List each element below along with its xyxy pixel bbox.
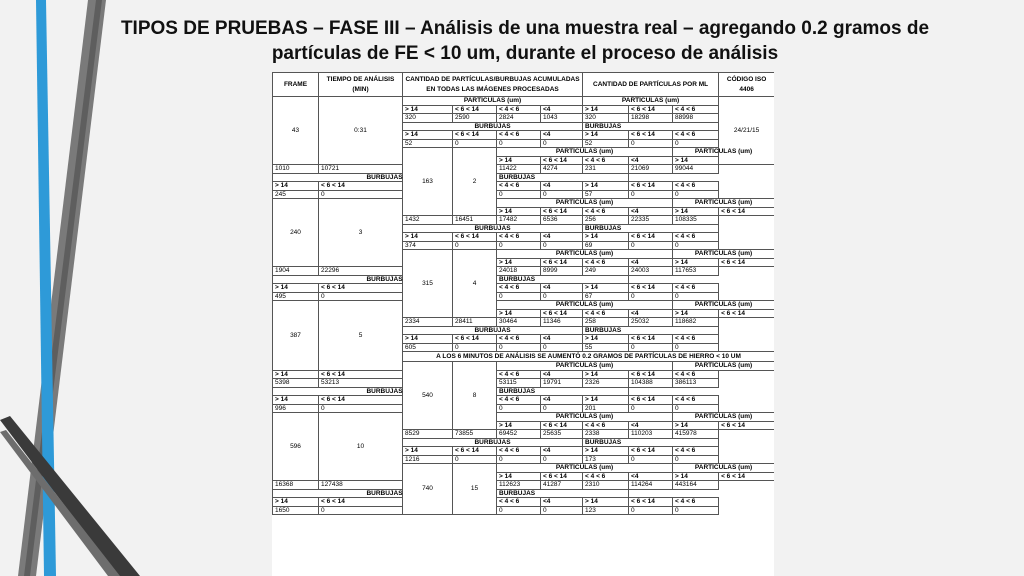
particle-ml-value: 2310: [583, 481, 629, 490]
size-label-acum: < 4 < 6: [497, 335, 541, 344]
bubble-ml-value: 69: [583, 241, 629, 250]
size-label-ml: < 4 < 6: [673, 105, 719, 114]
particle-ml-value: 258: [583, 318, 629, 327]
size-label-acum: < 4 < 6: [497, 233, 541, 242]
bubble-ml-value: 201: [583, 404, 629, 413]
size-label-acum: < 6 < 14: [453, 105, 497, 114]
particle-acum-value: 30464: [497, 318, 541, 327]
results-table: [272, 72, 774, 515]
size-label-acum: < 4 < 6: [583, 258, 629, 267]
frame-cell: 596: [273, 413, 319, 481]
size-label-ml: < 6 < 14: [629, 284, 673, 293]
size-label-ml: > 14: [583, 131, 629, 140]
bubble-acum-value: 0: [453, 455, 497, 464]
time-cell: 3: [319, 199, 403, 267]
size-label-ml: < 6 < 14: [719, 421, 774, 430]
bubble-ml-value: 67: [583, 292, 629, 301]
size-label-acum: < 6 < 14: [453, 447, 497, 456]
burbujas-label-acum: BURBUJAS: [273, 173, 497, 182]
size-label-acum: > 14: [497, 207, 541, 216]
header-tiempo: TIEMPO DE ANÁLISIS (MIN): [319, 73, 403, 97]
size-label-acum: > 14: [273, 370, 319, 379]
time-cell: 8: [453, 362, 497, 430]
size-label-acum: <4: [629, 156, 673, 165]
size-label-ml: < 6 < 14: [629, 182, 673, 191]
table-row: [273, 199, 775, 208]
particle-ml-value: 443164: [673, 481, 719, 490]
size-label-acum: < 6 < 14: [541, 156, 583, 165]
burbujas-label-acum: BURBUJAS: [273, 275, 497, 284]
size-label-acum: <4: [541, 335, 583, 344]
bubble-acum-value: 0: [541, 506, 583, 515]
particle-acum-value: 22296: [319, 267, 403, 276]
time-cell: 2: [453, 148, 497, 216]
iso-code-cell: 24/21/15: [719, 97, 774, 165]
bubble-acum-value: 0: [541, 190, 583, 199]
time-cell: 10: [319, 413, 403, 481]
particle-acum-value: 4274: [541, 165, 583, 174]
particle-ml-value: 24003: [629, 267, 673, 276]
burbujas-label-acum: BURBUJAS: [273, 387, 497, 396]
particle-ml-value: 231: [583, 165, 629, 174]
particulas-label-acum: PARTÍCULAS (um): [497, 362, 673, 371]
bubble-acum-value: 605: [403, 343, 453, 352]
table-row: [273, 97, 775, 106]
size-label-acum: < 4 < 6: [583, 156, 629, 165]
size-label-acum: > 14: [403, 233, 453, 242]
frame-cell: 43: [273, 97, 319, 165]
particle-acum-value: 8999: [541, 267, 583, 276]
size-label-acum: <4: [541, 370, 583, 379]
size-label-ml: > 14: [583, 396, 629, 405]
bubble-acum-value: 0: [541, 404, 583, 413]
particle-acum-value: 1904: [273, 267, 319, 276]
size-label-ml: < 6 < 14: [719, 258, 774, 267]
particle-acum-value: 127438: [319, 481, 403, 490]
time-cell: 15: [453, 464, 497, 515]
size-label-acum: > 14: [273, 284, 319, 293]
size-label-ml: < 6 < 14: [629, 335, 673, 344]
bubble-acum-value: 1216: [403, 455, 453, 464]
particle-acum-value: 24018: [497, 267, 541, 276]
bubble-ml-value: 0: [629, 190, 673, 199]
size-label-ml: < 6 < 14: [719, 207, 774, 216]
particle-acum-value: 69452: [497, 430, 541, 439]
size-label-acum: <4: [629, 309, 673, 318]
size-label-ml: < 6 < 14: [629, 105, 673, 114]
table-row: [273, 182, 775, 191]
size-label-acum: < 6 < 14: [541, 472, 583, 481]
size-label-acum: > 14: [497, 309, 541, 318]
size-label-ml: < 4 < 6: [673, 498, 719, 507]
size-label-ml: < 6 < 14: [719, 309, 774, 318]
bubble-acum-value: 0: [497, 292, 541, 301]
size-label-ml: < 4 < 6: [673, 131, 719, 140]
table-row: [273, 370, 775, 379]
size-label-acum: > 14: [497, 472, 541, 481]
table-row: [273, 489, 775, 498]
size-label-acum: < 4 < 6: [497, 447, 541, 456]
table-row: [273, 481, 775, 490]
size-label-acum: < 6 < 14: [541, 207, 583, 216]
size-label-ml: < 6 < 14: [629, 370, 673, 379]
particle-acum-value: 17482: [497, 216, 541, 225]
size-label-acum: <4: [541, 233, 583, 242]
size-label-acum: <4: [541, 498, 583, 507]
particle-ml-value: 108335: [673, 216, 719, 225]
size-label-acum: < 4 < 6: [497, 131, 541, 140]
frame-cell: 240: [273, 199, 319, 267]
size-label-ml: < 4 < 6: [673, 396, 719, 405]
particle-ml-value: 386113: [673, 379, 719, 388]
size-label-acum: < 4 < 6: [497, 182, 541, 191]
size-label-ml: > 14: [583, 498, 629, 507]
size-label-acum: < 6 < 14: [453, 233, 497, 242]
size-label-acum: <4: [541, 131, 583, 140]
bubble-acum-value: 0: [497, 404, 541, 413]
size-label-acum: < 4 < 6: [497, 498, 541, 507]
particle-ml-value: 2338: [583, 430, 629, 439]
bubble-ml-value: 0: [629, 343, 673, 352]
size-label-acum: < 6 < 14: [319, 498, 403, 507]
bubble-ml-value: 0: [673, 455, 719, 464]
burbujas-label-acum: BURBUJAS: [403, 122, 583, 131]
particle-ml-value: 21069: [629, 165, 673, 174]
particle-acum-value: 8529: [403, 430, 453, 439]
particulas-label-ml: PARTÍCULAS (um): [673, 413, 774, 422]
particle-acum-value: 5398: [273, 379, 319, 388]
bubble-acum-value: 0: [319, 506, 403, 515]
particle-ml-value: 320: [583, 114, 629, 123]
bubble-acum-value: 1650: [273, 506, 319, 515]
results-body: [273, 97, 775, 515]
bubble-acum-value: 495: [273, 292, 319, 301]
burbujas-label-ml: BURBUJAS: [583, 438, 719, 447]
bubble-ml-value: 0: [629, 455, 673, 464]
size-label-acum: < 6 < 14: [319, 370, 403, 379]
size-label-ml: < 6 < 14: [629, 233, 673, 242]
size-label-acum: < 4 < 6: [497, 396, 541, 405]
table-row: [273, 301, 775, 310]
size-label-ml: > 14: [583, 370, 629, 379]
particulas-label-acum: PARTÍCULAS (um): [497, 199, 673, 208]
particulas-label-acum: PARTÍCULAS (um): [403, 97, 583, 106]
bubble-acum-value: 0: [453, 343, 497, 352]
table-row: [273, 404, 775, 413]
burbujas-label-ml: BURBUJAS: [497, 275, 629, 284]
size-label-ml: > 14: [583, 447, 629, 456]
size-label-ml: > 14: [583, 233, 629, 242]
size-label-acum: <4: [541, 284, 583, 293]
particulas-label-ml: PARTÍCULAS (um): [673, 250, 774, 259]
size-label-ml: < 6 < 14: [629, 396, 673, 405]
table-row: [273, 165, 775, 174]
burbujas-label-acum: BURBUJAS: [403, 224, 583, 233]
bubble-ml-value: 0: [629, 241, 673, 250]
particle-ml-value: 114264: [629, 481, 673, 490]
header-frame: FRAME: [273, 73, 319, 97]
size-label-ml: > 14: [673, 421, 719, 430]
size-label-acum: < 4 < 6: [497, 284, 541, 293]
size-label-acum: < 4 < 6: [583, 207, 629, 216]
particle-acum-value: 19791: [541, 379, 583, 388]
size-label-acum: > 14: [403, 447, 453, 456]
frame-cell: 740: [403, 464, 453, 515]
size-label-acum: < 6 < 14: [453, 131, 497, 140]
table-row: [273, 506, 775, 515]
particle-ml-value: 104388: [629, 379, 673, 388]
size-label-ml: < 6 < 14: [629, 131, 673, 140]
particle-acum-value: 2334: [403, 318, 453, 327]
bubble-acum-value: 0: [497, 190, 541, 199]
particulas-label-acum: PARTÍCULAS (um): [497, 301, 673, 310]
burbujas-label-ml: BURBUJAS: [583, 224, 719, 233]
size-label-ml: < 6 < 14: [629, 498, 673, 507]
bubble-ml-value: 0: [673, 506, 719, 515]
size-label-acum: < 4 < 6: [583, 472, 629, 481]
bubble-acum-value: 0: [497, 506, 541, 515]
frame-cell: 387: [273, 301, 319, 371]
table-row: [273, 413, 775, 422]
size-label-acum: < 4 < 6: [583, 421, 629, 430]
size-label-acum: < 4 < 6: [497, 105, 541, 114]
time-cell: 0:31: [319, 97, 403, 165]
particle-acum-value: 28411: [453, 318, 497, 327]
bubble-acum-value: 0: [541, 292, 583, 301]
size-label-acum: <4: [541, 396, 583, 405]
size-label-ml: > 14: [583, 335, 629, 344]
particulas-label-ml: PARTÍCULAS (um): [583, 97, 719, 106]
size-label-acum: <4: [629, 258, 673, 267]
burbujas-label-ml: BURBUJAS: [583, 326, 719, 335]
particle-acum-value: 41287: [541, 481, 583, 490]
bubble-acum-value: 996: [273, 404, 319, 413]
table-row: [273, 292, 775, 301]
bubble-ml-value: 123: [583, 506, 629, 515]
bubble-acum-value: 0: [541, 139, 583, 148]
particle-acum-value: 16451: [453, 216, 497, 225]
table-row: [273, 284, 775, 293]
bubble-ml-value: 55: [583, 343, 629, 352]
particle-acum-value: 53115: [497, 379, 541, 388]
particulas-label-ml: PARTÍCULAS (um): [673, 199, 774, 208]
particulas-label-ml: PARTÍCULAS (um): [673, 464, 774, 473]
bubble-acum-value: 374: [403, 241, 453, 250]
size-label-acum: < 6 < 14: [319, 396, 403, 405]
size-label-ml: > 14: [673, 472, 719, 481]
bubble-ml-value: 0: [673, 139, 719, 148]
burbujas-label-ml: BURBUJAS: [497, 489, 629, 498]
size-label-acum: < 6 < 14: [453, 335, 497, 344]
bubble-acum-value: 0: [541, 241, 583, 250]
size-label-acum: <4: [541, 447, 583, 456]
size-label-acum: <4: [541, 182, 583, 191]
bubble-ml-value: 0: [673, 292, 719, 301]
size-label-acum: <4: [629, 207, 673, 216]
bubble-acum-value: 0: [453, 241, 497, 250]
particle-acum-value: 320: [403, 114, 453, 123]
particulas-label-acum: PARTÍCULAS (um): [497, 413, 673, 422]
time-cell: 5: [319, 301, 403, 371]
size-label-ml: < 6 < 14: [629, 447, 673, 456]
bubble-acum-value: 0: [319, 292, 403, 301]
bubble-acum-value: 0: [541, 343, 583, 352]
bubble-ml-value: 0: [673, 343, 719, 352]
bubble-ml-value: 0: [673, 241, 719, 250]
particle-ml-value: 18298: [629, 114, 673, 123]
size-label-acum: < 6 < 14: [541, 421, 583, 430]
bubble-ml-value: 0: [629, 506, 673, 515]
table-row: [273, 190, 775, 199]
table-row: [273, 267, 775, 276]
particle-acum-value: 2590: [453, 114, 497, 123]
bubble-acum-value: 0: [497, 455, 541, 464]
table-row: [273, 173, 775, 182]
burbujas-label-ml: BURBUJAS: [497, 387, 629, 396]
decorative-stripes: [0, 0, 140, 576]
size-label-acum: > 14: [273, 498, 319, 507]
burbujas-label-ml: BURBUJAS: [497, 173, 629, 182]
particulas-label-ml: PARTÍCULAS (um): [673, 148, 774, 157]
burbujas-label-acum: BURBUJAS: [273, 489, 497, 498]
particle-ml-value: 249: [583, 267, 629, 276]
burbujas-label-acum: BURBUJAS: [403, 326, 583, 335]
particle-acum-value: 25635: [541, 430, 583, 439]
burbujas-label-acum: BURBUJAS: [403, 438, 583, 447]
time-cell: 4: [453, 250, 497, 318]
bubble-acum-value: 0: [497, 343, 541, 352]
particle-ml-value: 117653: [673, 267, 719, 276]
header-codigo-iso: CÓDIGO ISO 4406: [719, 73, 774, 97]
size-label-ml: > 14: [673, 309, 719, 318]
table-row: [273, 396, 775, 405]
particle-acum-value: 1043: [541, 114, 583, 123]
particle-acum-value: 53213: [319, 379, 403, 388]
particle-ml-value: 110203: [629, 430, 673, 439]
particulas-label-ml: PARTÍCULAS (um): [673, 362, 774, 371]
frame-cell: 315: [403, 250, 453, 318]
bubble-ml-value: 0: [629, 292, 673, 301]
table-row: [273, 379, 775, 388]
size-label-ml: > 14: [673, 258, 719, 267]
particle-acum-value: 16368: [273, 481, 319, 490]
header-cantidad-por-ml: CANTIDAD DE PARTÍCULAS POR ML: [583, 73, 719, 97]
size-label-acum: > 14: [273, 396, 319, 405]
table-row: [273, 275, 775, 284]
size-label-ml: < 4 < 6: [673, 370, 719, 379]
particle-ml-value: 256: [583, 216, 629, 225]
size-label-acum: > 14: [497, 421, 541, 430]
bubble-acum-value: 0: [497, 241, 541, 250]
particulas-label-acum: PARTÍCULAS (um): [497, 250, 673, 259]
size-label-acum: <4: [629, 421, 673, 430]
bubble-ml-value: 0: [629, 404, 673, 413]
size-label-acum: > 14: [403, 131, 453, 140]
size-label-acum: < 6 < 14: [319, 182, 403, 191]
results-table-wrapper: [272, 72, 774, 576]
bubble-acum-value: 0: [541, 455, 583, 464]
bubble-ml-value: 173: [583, 455, 629, 464]
size-label-ml: < 6 < 14: [719, 472, 774, 481]
size-label-acum: > 14: [273, 182, 319, 191]
page-title: TIPOS DE PRUEBAS – FASE III – Análisis de una muestra real – agregando 0.2 gramos de partículas de FE < 10 um, durante el proceso de análisis: [120, 18, 930, 64]
size-label-acum: < 6 < 14: [541, 258, 583, 267]
frame-cell: 540: [403, 362, 453, 430]
frame-cell: 163: [403, 148, 453, 216]
particle-ml-value: 415978: [673, 430, 719, 439]
size-label-acum: > 14: [403, 105, 453, 114]
bubble-ml-value: 0: [673, 190, 719, 199]
particle-acum-value: 1010: [273, 165, 319, 174]
burbujas-label-ml: BURBUJAS: [583, 122, 719, 131]
particle-acum-value: 10721: [319, 165, 403, 174]
iron-addition-note: A LOS 6 MINUTOS DE ANÁLISIS SE AUMENTÓ 0.2 GRAMOS DE PARTÍCULAS DE HIERRO < 10 UM: [403, 352, 775, 362]
header-cantidad-acumulada: CANTIDAD DE PARTÍCULAS/BURBUJAS ACUMULADAS EN TODAS LAS IMÁGENES PROCESADAS: [403, 73, 583, 97]
particle-ml-value: 22335: [629, 216, 673, 225]
particulas-label-acum: PARTÍCULAS (um): [497, 148, 673, 157]
particle-ml-value: 99044: [673, 165, 719, 174]
size-label-ml: > 14: [583, 105, 629, 114]
bubble-acum-value: 0: [453, 139, 497, 148]
bubble-acum-value: 0: [319, 404, 403, 413]
size-label-ml: > 14: [583, 182, 629, 191]
particle-acum-value: 73855: [453, 430, 497, 439]
size-label-ml: > 14: [673, 207, 719, 216]
particulas-label-ml: PARTÍCULAS (um): [673, 301, 774, 310]
size-label-acum: < 4 < 6: [497, 370, 541, 379]
size-label-ml: < 4 < 6: [673, 182, 719, 191]
particle-ml-value: 2326: [583, 379, 629, 388]
size-label-acum: < 6 < 14: [541, 309, 583, 318]
table-row: [273, 387, 775, 396]
size-label-acum: > 14: [403, 335, 453, 344]
particle-acum-value: 1432: [403, 216, 453, 225]
bubble-ml-value: 52: [583, 139, 629, 148]
bubble-acum-value: 52: [403, 139, 453, 148]
particle-acum-value: 11346: [541, 318, 583, 327]
bubble-ml-value: 57: [583, 190, 629, 199]
size-label-acum: <4: [541, 105, 583, 114]
bubble-acum-value: 0: [319, 190, 403, 199]
particle-ml-value: 88998: [673, 114, 719, 123]
size-label-acum: > 14: [497, 156, 541, 165]
particle-acum-value: 2824: [497, 114, 541, 123]
particle-ml-value: 118682: [673, 318, 719, 327]
size-label-ml: < 4 < 6: [673, 284, 719, 293]
size-label-acum: > 14: [497, 258, 541, 267]
size-label-acum: < 4 < 6: [583, 309, 629, 318]
size-label-ml: < 4 < 6: [673, 335, 719, 344]
size-label-acum: <4: [629, 472, 673, 481]
size-label-ml: < 4 < 6: [673, 233, 719, 242]
bubble-acum-value: 245: [273, 190, 319, 199]
particle-acum-value: 11422: [497, 165, 541, 174]
bubble-ml-value: 0: [673, 404, 719, 413]
size-label-ml: > 14: [583, 284, 629, 293]
bubble-acum-value: 0: [497, 139, 541, 148]
particle-acum-value: 112623: [497, 481, 541, 490]
size-label-ml: > 14: [673, 156, 719, 165]
particle-ml-value: 25032: [629, 318, 673, 327]
table-row: [273, 498, 775, 507]
particulas-label-acum: PARTÍCULAS (um): [497, 464, 673, 473]
size-label-acum: < 6 < 14: [319, 284, 403, 293]
bubble-ml-value: 0: [629, 139, 673, 148]
particle-acum-value: 6536: [541, 216, 583, 225]
size-label-ml: < 4 < 6: [673, 447, 719, 456]
